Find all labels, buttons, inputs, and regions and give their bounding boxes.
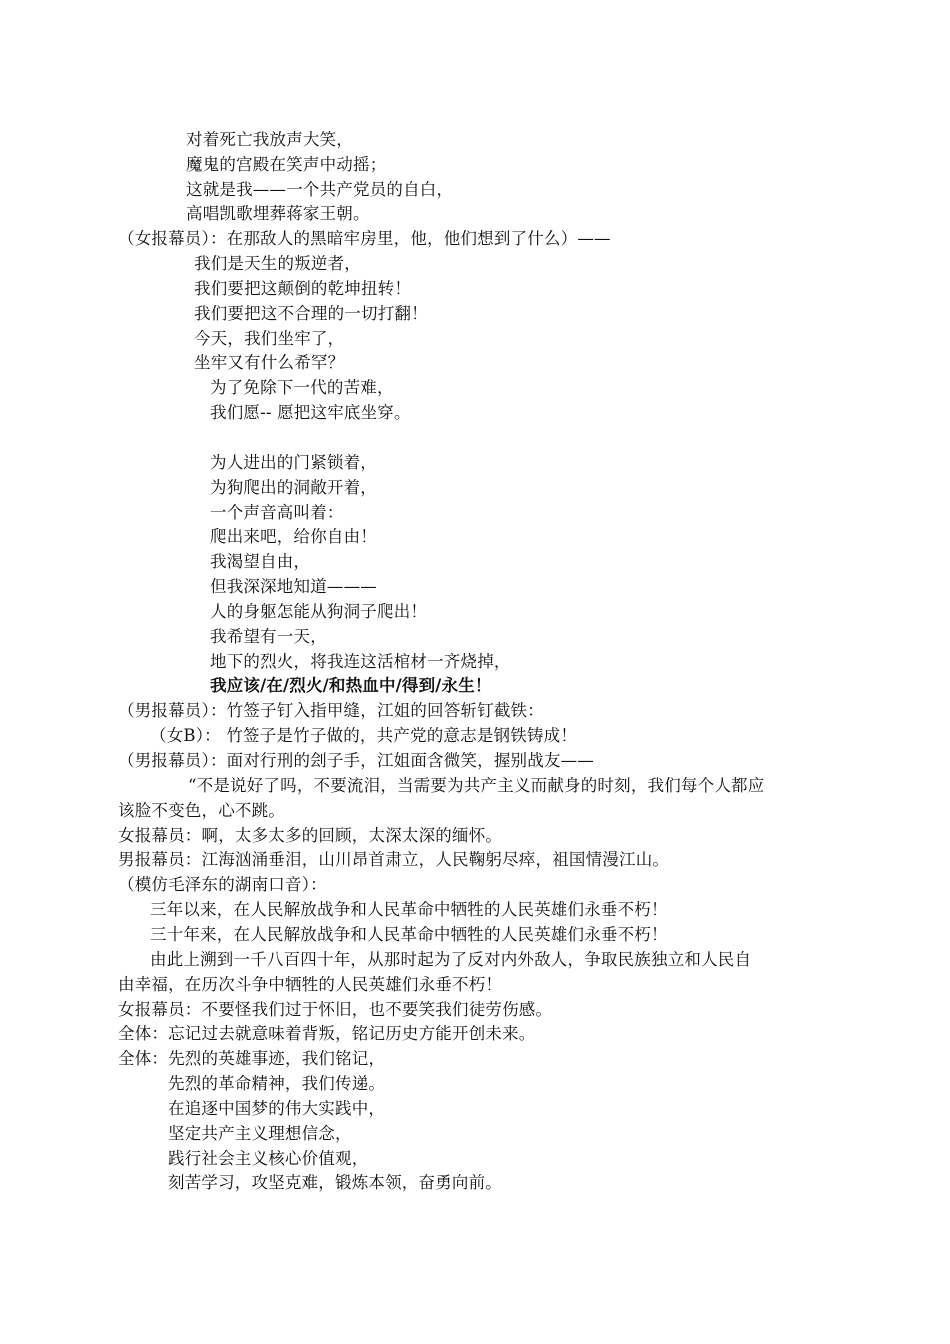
text-line: 由此上溯到一千八百四十年，从那时起为了反对内外敌人，争取民族独立和人民自	[150, 950, 752, 969]
text-line: 三十年来，在人民解放战争和人民革命中牺牲的人民英雄们永垂不朽！	[150, 925, 668, 944]
text-line: 先烈的革命精神，我们传递。	[168, 1074, 386, 1093]
text-line: 为狗爬出的洞敞开着，	[210, 478, 377, 497]
text-line: 坚定共产主义理想信念，	[168, 1124, 352, 1143]
text-line: 爬出来吧，给你自由！	[210, 527, 377, 546]
text-line: 我们愿-- 愿把这牢底坐穿。	[210, 403, 411, 422]
text-line: 我们要把这不合理的一切打翻！	[194, 304, 428, 323]
text-line: 但我深深地知道———	[210, 577, 377, 596]
text-line: 坐牢又有什么希罕？	[194, 353, 345, 372]
text-line: 我们是天生的叛逆者，	[194, 254, 361, 273]
text-line: （男报幕员）：面对行刑的刽子手，江姐面含微笑，握别战友——	[118, 751, 595, 770]
text-line: 今天，我们坐牢了，	[194, 329, 345, 348]
text-line: 为了免除下一代的苦难，	[210, 378, 394, 397]
text-line: 践行社会主义核心价值观，	[168, 1149, 369, 1168]
text-line: 在追逐中国梦的伟大实践中，	[168, 1099, 386, 1118]
text-line: （男报幕员）：竹签子钉入指甲缝，江姐的回答斩钉截铁：	[118, 701, 544, 720]
text-line: 人的身躯怎能从狗洞子爬出！	[210, 602, 428, 621]
text-line: （女报幕员）：在那敌人的黑暗牢房里，他，他们想到了什么）——	[118, 229, 611, 248]
text-line: 女报幕员：啊，太多太多的回顾，太深太深的缅怀。	[118, 826, 503, 845]
text-line: 三年以来，在人民解放战争和人民革命中牺牲的人民英雄们永垂不朽！	[150, 900, 668, 919]
text-line: 地下的烈火，将我连这活棺材一齐烧掉，	[210, 652, 511, 671]
text-line: 全体：忘记过去就意味着背叛，铭记历史方能开创未来。	[118, 1024, 536, 1043]
text-line: 对着死亡我放声大笑，	[186, 130, 353, 149]
text-line: “不是说好了吗，不要流泪，当需要为共产主义而献身的时刻，我们每个人都应	[188, 776, 765, 795]
text-line: 这就是我——一个共产党员的自白，	[186, 180, 454, 199]
text-line: 该脸不变色，心不跳。	[118, 801, 285, 820]
text-line: 全体：先烈的英雄事迹，我们铭记，	[118, 1049, 386, 1068]
text-line: 男报幕员：江海汹涌垂泪，山川昂首肃立，人民鞠躬尽瘁，祖国情漫江山。	[118, 850, 670, 869]
text-line: 魔鬼的宫殿在笑声中动摇；	[186, 155, 387, 174]
text-line: 我们要把这颠倒的乾坤扭转！	[194, 279, 412, 298]
text-line: 为人进出的门紧锁着，	[210, 453, 377, 472]
text-line: 我希望有一天，	[210, 627, 327, 646]
text-line: 我应该/在/烈火/和热血中/得到/永生！	[210, 676, 492, 695]
text-line: 我渴望自由，	[210, 552, 311, 571]
text-line: 女报幕员：不要怪我们过于怀旧，也不要笑我们徒劳伤感。	[118, 1000, 553, 1019]
text-line: （模仿毛泽东的湖南口音）：	[118, 875, 327, 894]
text-line: 高唱凯歌埋葬蒋家王朝。	[186, 204, 370, 223]
text-line: 刻苦学习，攻坚克难，锻炼本领，奋勇向前。	[168, 1173, 502, 1192]
text-line: 一个声音高叫着：	[210, 503, 344, 522]
text-line: 由幸福，在历次斗争中牺牲的人民英雄们永垂不朽！	[118, 975, 503, 994]
text-line: （女B）： 竹签子是竹子做的，共产党的意志是钢铁铸成！	[150, 726, 578, 745]
